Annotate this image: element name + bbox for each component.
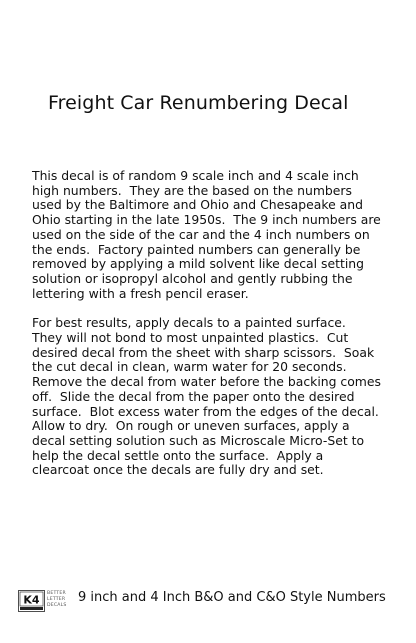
logo-mark-text: K4: [23, 593, 40, 607]
paragraph-instructions: For best results, apply decals to a painted surface. They will not bond to most unpainted plastics. Cut desired decal from the sheet with sharp scissors. Soak the cut decal in clean, warm water for 20 seconds. Remove the decal from water before the backing comes off. Slide the decal from the paper onto the desired surface. Blot excess water from the edges of the decal. Allow to dry. On rough or uneven surfaces, apply a decal setting solution such as Microscale Micro-Set to help the decal settle onto the surface. Apply a clearcoat once the decals are fully dry and set.: [32, 315, 387, 478]
logo-line-3: DECALS: [47, 603, 67, 608]
brand-logo: [18, 590, 74, 612]
document-body: [32, 168, 387, 493]
logo-line-2: LETTER: [47, 597, 66, 602]
footer-caption: 9 inch and 4 Inch B&O and C&O Style Numbers: [78, 590, 386, 605]
logo-line-1: BETTER: [47, 591, 66, 596]
k4-logo-icon: [18, 590, 45, 612]
document-title: Freight Car Renumbering Decal: [48, 92, 349, 114]
paragraph-description: This decal is of random 9 scale inch and 4 scale inch high numbers. They are the based on the numbers used by the Baltimore and Ohio and Chesapeake and Ohio starting in the late 1950s. The 9 inch numbers are used on the side of the car and the 4 inch numbers on the ends. Factory painted numbers can generally be removed by applying a mild solvent like decal setting solution or isopropyl alcohol and gently rubbing the lettering with a fresh pencil eraser.: [32, 168, 385, 301]
footer: [18, 588, 408, 614]
logo-wordmark: [47, 591, 66, 609]
